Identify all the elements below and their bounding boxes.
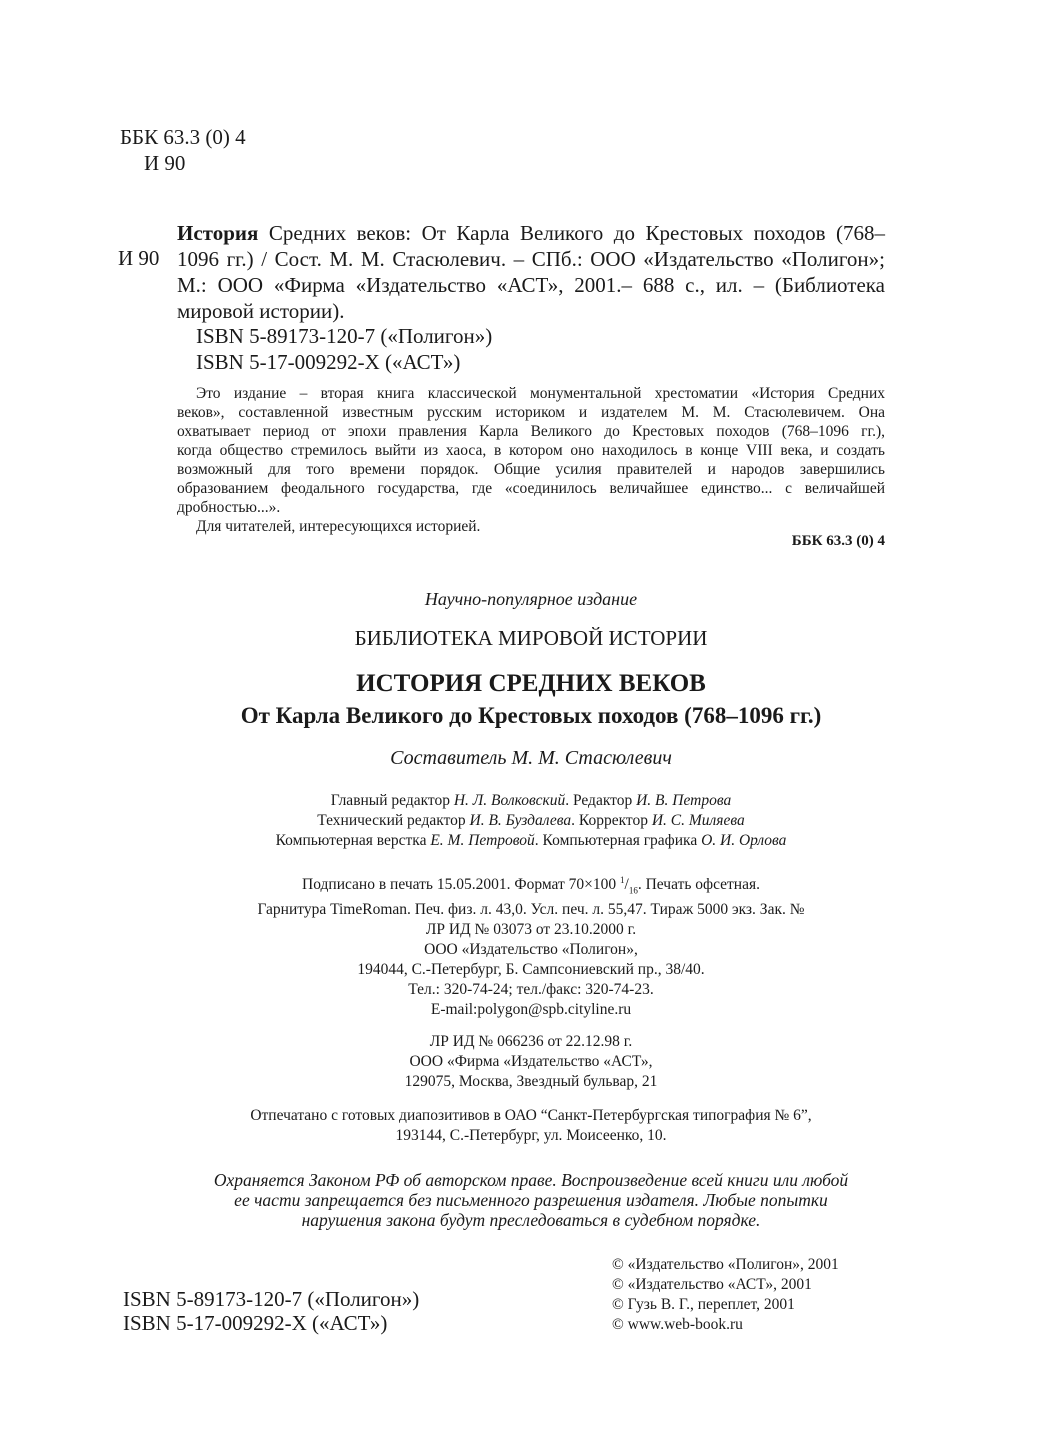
format-fraction-numerator: 1	[620, 875, 625, 885]
address-line: 129075, Москва, Звездный бульвар, 21	[404, 1073, 658, 1090]
staff-line	[0, 831, 1062, 851]
catalog-line-1-rest: Средних веков: От Карла Великого до Крестовых походов (768–	[258, 221, 885, 245]
printing-line: 193144, С.-Петербург, ул. Моисеенко, 10.	[395, 1127, 667, 1144]
address-line: ООО «Издательство «Полигон»,	[424, 941, 638, 958]
print-signed-text: Подписано в печать 15.05.2001. Формат 70×100	[302, 876, 621, 894]
copyright-holders	[612, 1255, 839, 1335]
format-fraction-denominator: 16	[628, 885, 638, 896]
staff-role: . Компьютерная графика	[534, 832, 702, 849]
print-type-text: . Печать офсетная.	[637, 876, 760, 894]
printing-house	[0, 1106, 1062, 1146]
annotation-line: Это издание – вторая книга классической монументальной хрестоматии «История Средних	[196, 385, 885, 402]
publisher-polygon	[0, 920, 1062, 1020]
series-title: БИБЛИОТЕКА МИРОВОЙ ИСТОРИИ	[354, 626, 708, 650]
publisher-ast	[0, 1032, 1062, 1092]
notice-line: Охраняется Законом РФ об авторском праве. Воспроизведение всей книги или любой	[213, 1170, 849, 1190]
staff-role: . Корректор	[571, 812, 652, 829]
annotation-bbk: ББК 63.3 (0) 4	[791, 533, 885, 549]
annotation-line: когда общество стремилось выйти из хаоса, в котором оно находилось в конце VIII века, и создать	[177, 442, 885, 459]
catalog-line-4: мировой истории).	[177, 299, 345, 323]
catalog-isbn-1: ISBN 5-89173-120-7 («Полигон»)	[196, 324, 493, 348]
annotation-readers: Для читателей, интересующихся историей.	[196, 518, 481, 535]
rights-line: © «Издательство «Полигон», 2001	[612, 1256, 839, 1273]
compiler: Составитель М. М. Стасюлевич	[390, 747, 672, 769]
annotation	[177, 384, 885, 536]
bbk-code: ББК 63.3 (0) 4	[120, 125, 246, 149]
rights-line: © Гузь В. Г., переплет, 2001	[612, 1296, 795, 1313]
staff-name: И. В. Буздалева	[469, 812, 572, 829]
staff-line	[0, 811, 1062, 831]
catalog-isbn-block	[196, 323, 492, 375]
footer-isbn-1: ISBN 5-89173-120-7 («Полигон»)	[123, 1287, 420, 1311]
book-title: ИСТОРИЯ СРЕДНИХ ВЕКОВ	[356, 670, 706, 697]
author-mark: И 90	[144, 151, 186, 175]
copyright-notice	[0, 1170, 1062, 1230]
rights-line: © www.web-book.ru	[612, 1316, 743, 1333]
printing-line: Отпечатано с готовых диапозитивов в ОАО “Санкт-Петербургская типография № 6”,	[250, 1107, 812, 1124]
staff-name: Е. М. Петровой	[430, 832, 535, 849]
bbk-header	[120, 124, 246, 176]
notice-line: ее части запрещается без письменного разрешения издателя. Любые попытки	[234, 1190, 828, 1210]
address-line: ЛР ИД № 03073 от 23.10.2000 г.	[425, 921, 637, 938]
publishing-data	[0, 870, 1062, 920]
annotation-line: образованием феодального государства, где «соединилось величайшее единство... с величайшей	[177, 480, 885, 497]
catalog-isbn-2: ISBN 5-17-009292-X («АСТ»)	[196, 350, 461, 374]
email-line: E-mail:polygon@spb.cityline.ru	[430, 1001, 632, 1018]
staff-role: Технический редактор	[317, 812, 470, 829]
address-line: ЛР ИД № 066236 от 22.12.98 г.	[429, 1033, 633, 1050]
staff-credits	[0, 791, 1062, 851]
staff-role: Главный редактор	[330, 792, 454, 809]
book-subtitle: От Карла Великого до Крестовых походов (768–1096 гг.)	[240, 703, 822, 728]
staff-name: И. С. Миляева	[651, 812, 745, 829]
print-signed-line: Подписано в печать 15.05.2001. Формат 70×100 $^1/_{16}$. Печать офсетная.	[302, 875, 760, 896]
staff-name: Н. Л. Волковский	[453, 792, 566, 809]
catalog-line-2: 1096 гг.) / Сост. М. М. Стасюлевич. – СПб.: ООО «Издательство «Полигон»;	[177, 247, 885, 271]
catalog-line-3: М.: ООО «Фирма «Издательство «АСТ», 2001.– 688 с., ил. – (Библиотека	[177, 273, 885, 297]
annotation-line: веков», составленной известным русским историком и издателем М. М. Стасюлевичем. Она	[177, 404, 885, 421]
staff-name: О. И. Орлова	[701, 832, 787, 849]
address-line: Тел.: 320-74-24; тел./факс: 320-74-23.	[408, 981, 654, 998]
edition-kind: Научно-популярное издание	[424, 589, 638, 609]
annotation-line: возможный для того времени порядок. Общие усилия правителей и народов завершились	[177, 461, 885, 478]
notice-line: нарушения закона будут преследоваться в судебном порядке.	[301, 1210, 761, 1230]
rights-line: © «Издательство «АСТ», 2001	[612, 1276, 812, 1293]
footer-isbn-2: ISBN 5-17-009292-X («АСТ»)	[123, 1311, 388, 1335]
annotation-line: дробностью...».	[177, 499, 281, 516]
catalog-entry	[177, 220, 885, 324]
staff-role: Компьютерная верстка	[275, 832, 431, 849]
address-line: 194044, С.-Петербург, Б. Сампсониевский пр., 38/40.	[357, 961, 705, 978]
staff-name: И. В. Петрова	[636, 792, 732, 809]
catalog-marker: И 90	[118, 246, 160, 270]
address-line: ООО «Фирма «Издательство «АСТ»,	[409, 1053, 653, 1070]
typeface-line: Гарнитура TimeRoman. Печ. физ. л. 43,0. Усл. печ. л. 55,47. Тираж 5000 экз. Зак. №	[257, 901, 805, 919]
staff-line	[0, 791, 1062, 811]
catalog-title-bold: История	[177, 221, 259, 245]
staff-role: . Редактор	[565, 792, 637, 809]
footer-isbn	[123, 1287, 419, 1335]
catalog-line-1	[177, 220, 885, 246]
annotation-line: охватывает период от эпохи правления Карла Великого до Крестовых походов (768–1096 гг.),	[177, 423, 885, 440]
